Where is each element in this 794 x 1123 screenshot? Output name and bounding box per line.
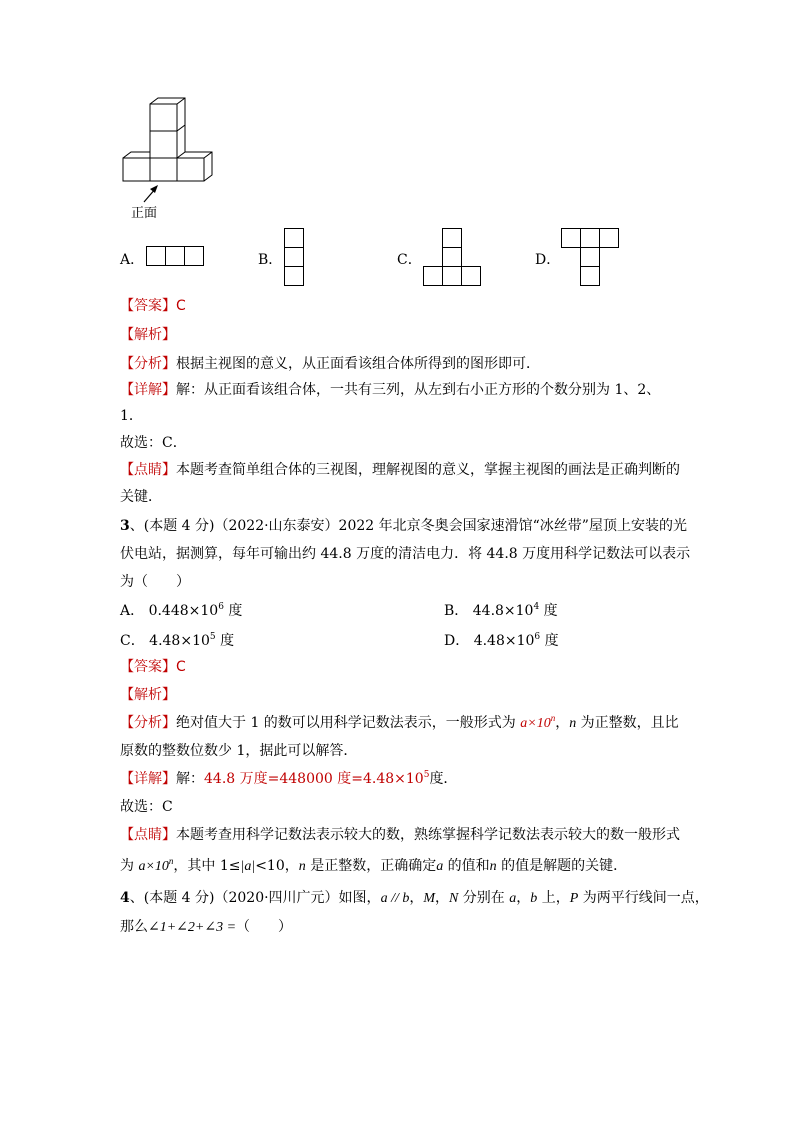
- option-c-letter: C．: [397, 252, 422, 268]
- q2-detail-line-2: 1．: [120, 408, 143, 424]
- option-a-shape: [146, 246, 206, 268]
- q3-stem-line-2: 伏电站，据测算，每年可输出约 44.8 万度的清洁电力．将 44.8 万度用科学记数法可以表示: [120, 546, 691, 562]
- q4-stem-line-2: 那么∠1+∠2+∠3 =（ ）: [120, 919, 293, 935]
- option-b-shape: [284, 228, 306, 288]
- combined-cubes-figure: [118, 96, 218, 196]
- q3-stem-line-3: 为（ ）: [120, 574, 190, 590]
- q4-stem-line-1: 4、(本题 4 分)（2020·四川广元）如图，a // b，M，N 分别在 a，b 上，P 为两平行线间一点，: [120, 890, 709, 906]
- option-d-shape: [561, 228, 621, 288]
- option-a-letter: A．: [120, 252, 145, 268]
- q2-dianjing-line-1: 【点睛】本题考查简单组合体的三视图，理解视图的意义，掌握主视图的画法是正确判断的: [120, 462, 680, 478]
- q2-dianjing-line-2: 关键．: [120, 489, 162, 505]
- q3-option-d: D． $4.48\times 10^6$ 度: [444, 632, 559, 649]
- option-c-shape: [423, 228, 483, 288]
- q3-fenxi-line-2: 原数的整数位数少 1，据此可以解答．: [120, 743, 358, 759]
- q2-answer: 【答案】C: [120, 298, 186, 314]
- q3-choose: 故选：C: [120, 799, 173, 815]
- q2-detail-line-1: 【详解】解：从正面看该组合体，一共有三列，从左到右小正方形的个数分别为 1、2、: [120, 382, 661, 398]
- q2-choose: 故选：C．: [120, 435, 187, 451]
- q3-option-b: B． $44.8\times 10^4$ 度: [444, 602, 558, 619]
- q3-option-a: A． $0.448\times 10^6$ 度: [120, 602, 243, 619]
- q3-option-c: C． $4.48\times 10^5$ 度: [120, 632, 235, 649]
- option-d-letter: D．: [535, 252, 561, 268]
- q3-dianjing-line-1: 【点睛】本题考查用科学记数法表示较大的数，熟练掌握科学记数法表示较大的数一般形式: [120, 827, 680, 843]
- front-label: 正面: [131, 206, 158, 221]
- q3-analysis-tag: 【解析】: [120, 687, 176, 703]
- q2-fenxi: 【分析】根据主视图的意义，从正面看该组合体所得到的图形即可．: [120, 356, 540, 372]
- q3-detail: 【详解】解：44.8 万度=448000 度$=4.48\times 10^5$度．: [120, 770, 458, 787]
- q3-answer: 【答案】C: [120, 659, 186, 675]
- q3-stem-line-1: 3、(本题 4 分)（2022·山东泰安）2022 年北京冬奥会国家速滑馆“冰丝带”屋顶上安装的光: [120, 518, 687, 534]
- q3-dianjing-line-2: 为 $a\times 10^n$，其中 1≤|a|<10，n 是正整数，正确确定a 的值和n 的值是解题的关键．: [120, 856, 628, 874]
- q3-fenxi-line-1: 【分析】绝对值大于 1 的数可以用科学记数法表示，一般形式为 $a\times 10^n$，n 为正整数，且比: [120, 713, 679, 731]
- option-b-letter: B．: [258, 252, 283, 268]
- q2-analysis-tag: 【解析】: [120, 327, 176, 343]
